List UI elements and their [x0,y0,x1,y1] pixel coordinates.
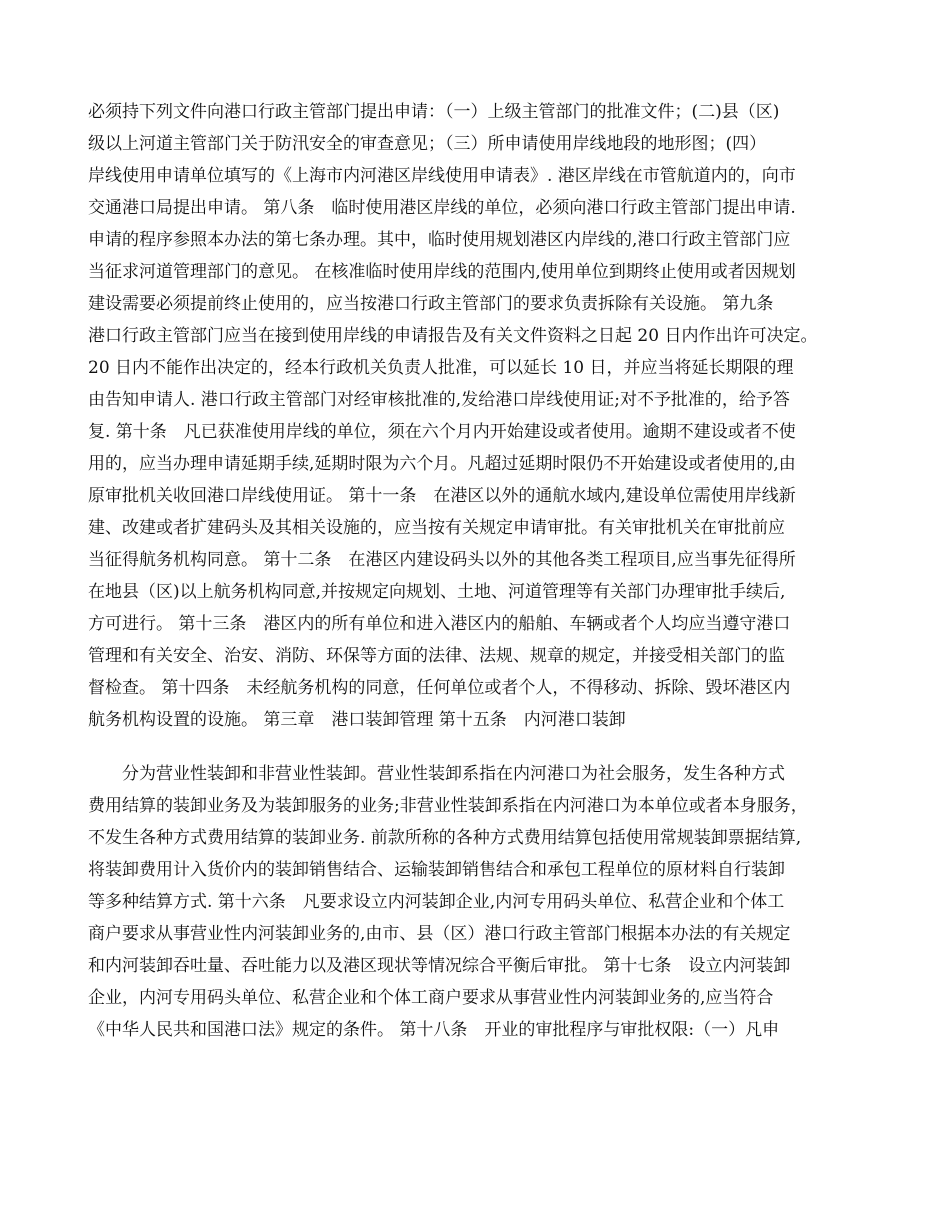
text-line: 企业，内河专用码头单位、私营企业和个体工商户要求从事营业性内河装卸业务的,应当符合 [88,988,774,1008]
text-line: 建、改建或者扩建码头及其相关设施的，应当按有关规定申请审批。有关审批机关在审批前应 [88,518,785,538]
text-line: 商户要求从事营业性内河装卸业务的,由市、县（区）港口行政主管部门根据本办法的有关规定 [88,924,791,944]
text-line: 级以上河道主管部门关于防汛安全的审查意见；（三）所申请使用岸线地段的地形图；(四） [88,134,767,154]
text-line: 由告知申请人. 港口行政主管部门对经审核批准的,发给港口岸线使用证;对不予批准的，给予答 [88,390,790,410]
text-line: 当征得航务机构同意。 第十二条 在港区内建设码头以外的其他各类工程项目,应当事先征得所 [88,550,796,570]
text-line: 港口行政主管部门应当在接到使用岸线的申请报告及有关文件资料之日起 20 日内作出许可决定。 [88,326,818,346]
text-line: 20 日内不能作出决定的，经本行政机关负责人批准，可以延长 10 日，并应当将延长期限的理 [88,358,794,378]
text-line: 费用结算的装卸业务及为装卸服务的业务;非营业性装卸系指在内河港口为本单位或者本身服务， [88,796,808,816]
text-line: 不发生各种方式费用结算的装卸业务. 前款所称的各种方式费用结算包括使用常规装卸票据结算, [88,828,802,848]
text-line: 督检查。 第十四条 未经航务机构的同意，任何单位或者个人，不得移动、拆除、毁坏港区内 [88,678,791,698]
text-line: 交通港口局提出申请。 第八条 临时使用港区岸线的单位，必须向港口行政主管部门提出申请. [88,198,796,218]
text-line: 复. 第十条 凡已获准使用岸线的单位，须在六个月内开始建设或者使用。逾期不建设或者不使 [88,422,796,442]
text-line: 原审批机关收回港口岸线使用证。 第十一条 在港区以外的通航水域内,建设单位需使用岸线新 [88,486,796,506]
text-line: 申请的程序参照本办法的第七条办理。其中，临时使用规划港区内岸线的,港口行政主管部门应 [88,230,791,250]
text-line: 必须持下列文件向港口行政主管部门提出申请：（一）上级主管部门的批准文件；(二)县（区) [88,102,780,122]
text-line: 《中华人民共和国港口法》规定的条件。 第十八条 开业的审批程序与审批权限:（一）凡申 [88,1020,780,1040]
text-line: 当征求河道管理部门的意见。 在核准临时使用岸线的范围内,使用单位到期终止使用或者因规划 [88,262,796,282]
text-line: 岸线使用申请单位填写的《上海市内河港区岸线使用申请表》. 港区岸线在市管航道内的，向市 [88,166,796,186]
text-line: 将装卸费用计入货价内的装卸销售结合、运输装卸销售结合和承包工程单位的原材料自行装卸 [88,860,785,880]
text-line: 和内河装卸吞吐量、吞吐能力以及港区现状等情况综合平衡后审批。 第十七条 设立内河装卸 [88,956,791,976]
text-line: 建设需要必须提前终止使用的，应当按港口行政主管部门的要求负责拆除有关设施。 第九条 [88,294,774,314]
text-line: 等多种结算方式. 第十六条 凡要求设立内河装卸企业,内河专用码头单位、私营企业和个体工 [88,892,785,912]
text-line: 航务机构设置的设施。 第三章 港口装卸管理 第十五条 内河港口装卸 [88,710,626,730]
text-line: 管理和有关安全、治安、消防、环保等方面的法律、法规、规章的规定，并接受相关部门的监 [88,646,785,666]
text-line: 方可进行。 第十三条 港区内的所有单位和进入港区内的船舶、车辆或者个人均应当遵守港口 [88,614,791,634]
text-line: 在地县（区)以上航务机构同意,并按规定向规划、土地、河道管理等有关部门办理审批手续后, [88,582,786,602]
text-line: 用的，应当办理申请延期手续,延期时限为六个月。凡超过延期时限仍不开始建设或者使用的,由 [88,454,796,474]
text-line: 分为营业性装卸和非营业性装卸。营业性装卸系指在内河港口为社会服务，发生各种方式 [122,764,785,784]
